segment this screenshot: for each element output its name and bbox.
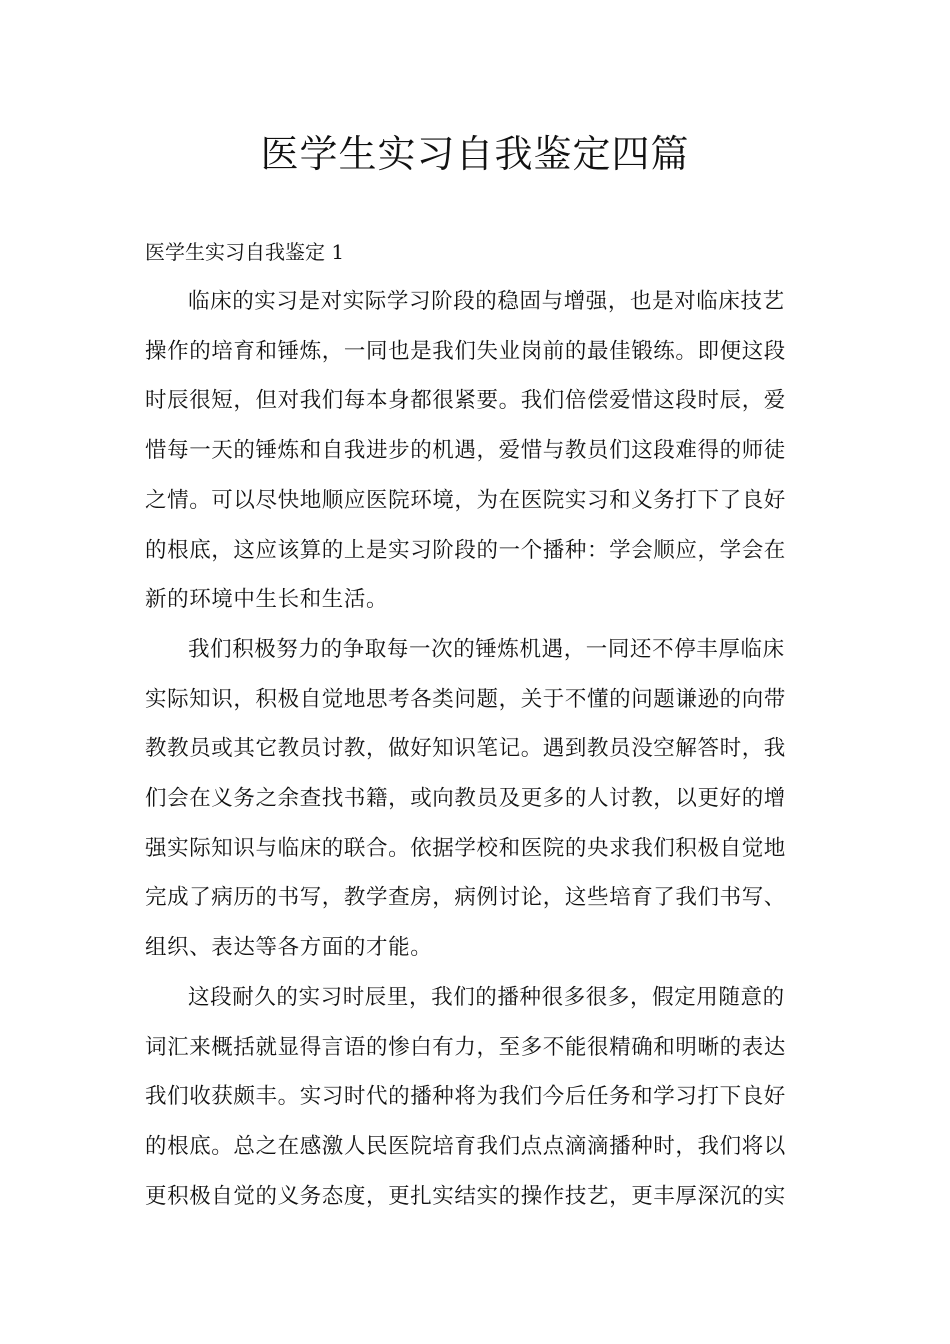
paragraph-line: 时辰很短，但对我们每本身都很紧要。我们倍偿爱惜这段时辰，爱 xyxy=(145,388,786,414)
paragraph xyxy=(145,973,805,1222)
paragraph-line: 惜每一天的锤炼和自我进步的机遇，爱惜与教员们这段难得的师徒 xyxy=(145,438,786,464)
paragraph-line: 之情。可以尽快地顺应医院环境，为在医院实习和义务打下了良好 xyxy=(145,487,786,513)
paragraph-line: 完成了病历的书写，教学查房，病例讨论，这些培育了我们书写、 xyxy=(145,885,786,911)
paragraph-line: 我们积极努力的争取每一次的锤炼机遇，一同还不停丰厚临床 xyxy=(188,636,785,662)
paragraph-line: 组织、表达等各方面的才能。 xyxy=(145,935,433,961)
paragraph-line: 的根底，这应该算的上是实习阶段的一个播种：学会顺应，学会在 xyxy=(145,537,786,563)
section-heading: 医学生实习自我鉴定 1 xyxy=(145,240,345,264)
paragraph-line: 的根底。总之在感激人民医院培育我们点点滴滴播种时，我们将以 xyxy=(145,1133,786,1159)
paragraph-line: 我们收获颇丰。实习时代的播种将为我们今后任务和学习打下良好 xyxy=(145,1084,786,1110)
paragraph-line: 这段耐久的实习时辰里，我们的播种很多很多，假定用随意的 xyxy=(188,984,785,1010)
document-body xyxy=(145,277,805,1221)
paragraph-line: 强实际知识与临床的联合。依据学校和医院的央求我们积极自觉地 xyxy=(145,835,786,861)
paragraph-line: 词汇来概括就显得言语的惨白有力，至多不能很精确和明晰的表达 xyxy=(145,1034,786,1060)
paragraph-line: 临床的实习是对实际学习阶段的稳固与增强，也是对临床技艺 xyxy=(188,289,785,314)
paragraph-line: 新的环境中生长和生活。 xyxy=(145,587,389,613)
paragraph-line: 教教员或其它教员讨教，做好知识笔记。遇到教员没空解答时，我 xyxy=(145,736,786,762)
paragraph-line: 实际知识，积极自觉地思考各类问题，关于不懂的问题谦逊的向带 xyxy=(145,686,786,712)
paragraph-line: 更积极自觉的义务态度，更扎实结实的操作技艺，更丰厚深沉的实 xyxy=(145,1183,786,1209)
paragraph-line: 们会在义务之余查找书籍，或向教员及更多的人讨教，以更好的增 xyxy=(145,786,786,812)
paragraph xyxy=(145,625,805,973)
paragraph-line: 操作的培育和锤炼，一同也是我们失业岗前的最佳锻练。即便这段 xyxy=(145,338,786,364)
paragraph xyxy=(145,277,805,625)
document-title: 医学生实习自我鉴定四篇 xyxy=(260,132,690,176)
